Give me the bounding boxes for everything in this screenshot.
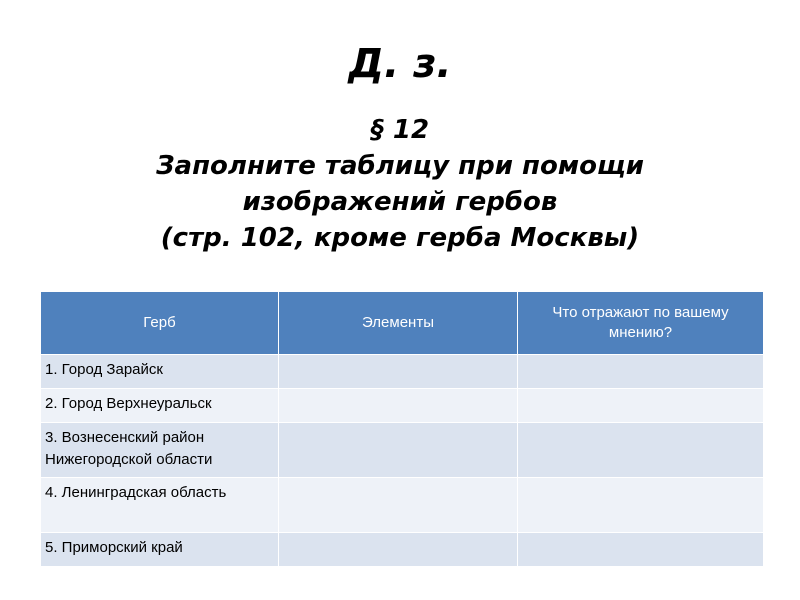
cell-coat-of-arms[interactable]: 1. Город Зарайск	[41, 355, 279, 389]
slide-subtitle	[0, 112, 800, 256]
cell-elements[interactable]	[279, 423, 518, 478]
cell-meaning[interactable]	[518, 355, 764, 389]
table-row	[41, 478, 764, 533]
cell-meaning[interactable]	[518, 389, 764, 423]
coat-of-arms-table	[40, 291, 764, 567]
slide-title: Д. з.	[348, 41, 452, 87]
subtitle-line-task: Заполните таблицу при помощи	[156, 151, 644, 181]
header-meaning: Что отражают по вашему мнению?	[518, 292, 764, 355]
table-header-row	[41, 292, 764, 355]
subtitle-line-task-cont: изображений гербов	[242, 187, 558, 217]
cell-meaning[interactable]	[518, 478, 764, 533]
cell-meaning[interactable]	[518, 533, 764, 567]
table-row	[41, 389, 764, 423]
cell-coat-of-arms[interactable]: 5. Приморский край	[41, 533, 279, 567]
header-coat-of-arms: Герб	[41, 292, 279, 355]
subtitle-line-pages: (стр. 102, кроме герба Москвы)	[160, 223, 640, 253]
header-elements: Элементы	[279, 292, 518, 355]
table-row	[41, 423, 764, 478]
cell-elements[interactable]	[279, 478, 518, 533]
subtitle-line-paragraph: § 12	[370, 115, 430, 145]
cell-elements[interactable]	[279, 355, 518, 389]
cell-coat-of-arms[interactable]: 2. Город Верхнеуральск	[41, 389, 279, 423]
table-row	[41, 533, 764, 567]
cell-elements[interactable]	[279, 389, 518, 423]
cell-coat-of-arms[interactable]: 4. Ленинградская область	[41, 478, 279, 533]
cell-meaning[interactable]	[518, 423, 764, 478]
cell-coat-of-arms[interactable]: 3. Вознесенский район Нижегородской области	[41, 423, 279, 478]
cell-elements[interactable]	[279, 533, 518, 567]
table-row	[41, 355, 764, 389]
